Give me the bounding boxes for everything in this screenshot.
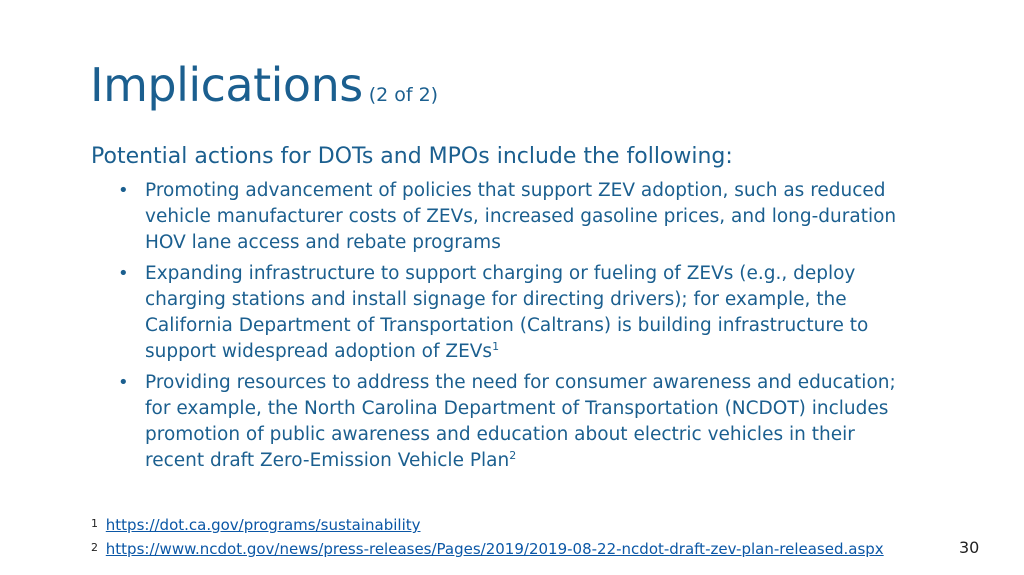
bullet-text: Expanding infrastructure to support charging or fueling of ZEVs (e.g., deploy charging stations and install signage for directing drivers); for example, the California Department of Transportation (Caltrans) is building infrastructure to support widespread adoption of ZEVs [145,263,869,362]
footnote-number: 1 [91,517,98,530]
footnote-2 [91,537,884,561]
bullet-icon: • [118,263,129,284]
footnote-ref: 1 [492,339,500,353]
title-subtitle: (2 of 2) [368,84,439,106]
bullet-item [118,261,918,365]
intro-text: Potential actions for DOTs and MPOs include the following: [91,144,733,169]
bullet-item [118,178,918,256]
footnote-number: 2 [91,541,98,554]
footnote-link[interactable]: https://dot.ca.gov/programs/sustainability [105,516,421,534]
footnote-1 [91,513,884,537]
footnote-link[interactable]: https://www.ncdot.gov/news/press-releases/Pages/2019/2019-08-22-ncdot-draft-zev-plan-released.aspx [105,540,884,558]
bullet-item [118,370,918,474]
title-main: Implications [90,58,363,112]
bullet-icon: • [118,372,129,393]
slide-title [90,58,438,112]
footnotes [91,513,884,561]
bullet-text: Promoting advancement of policies that support ZEV adoption, such as reduced vehicle manufacturer costs of ZEVs, increased gasoline prices, and long-duration HOV lane access and rebate programs [145,180,897,253]
bullet-icon: • [118,180,129,201]
page-number: 30 [959,538,980,557]
bullet-text: Providing resources to address the need for consumer awareness and education; for example, the North Carolina Department of Transportation (NCDOT) includes promotion of public awareness and education about electric vehicles in their recent draft Zero-Emission Vehicle Plan [145,372,896,471]
bullet-list [118,178,918,479]
footnote-ref: 2 [509,448,517,462]
